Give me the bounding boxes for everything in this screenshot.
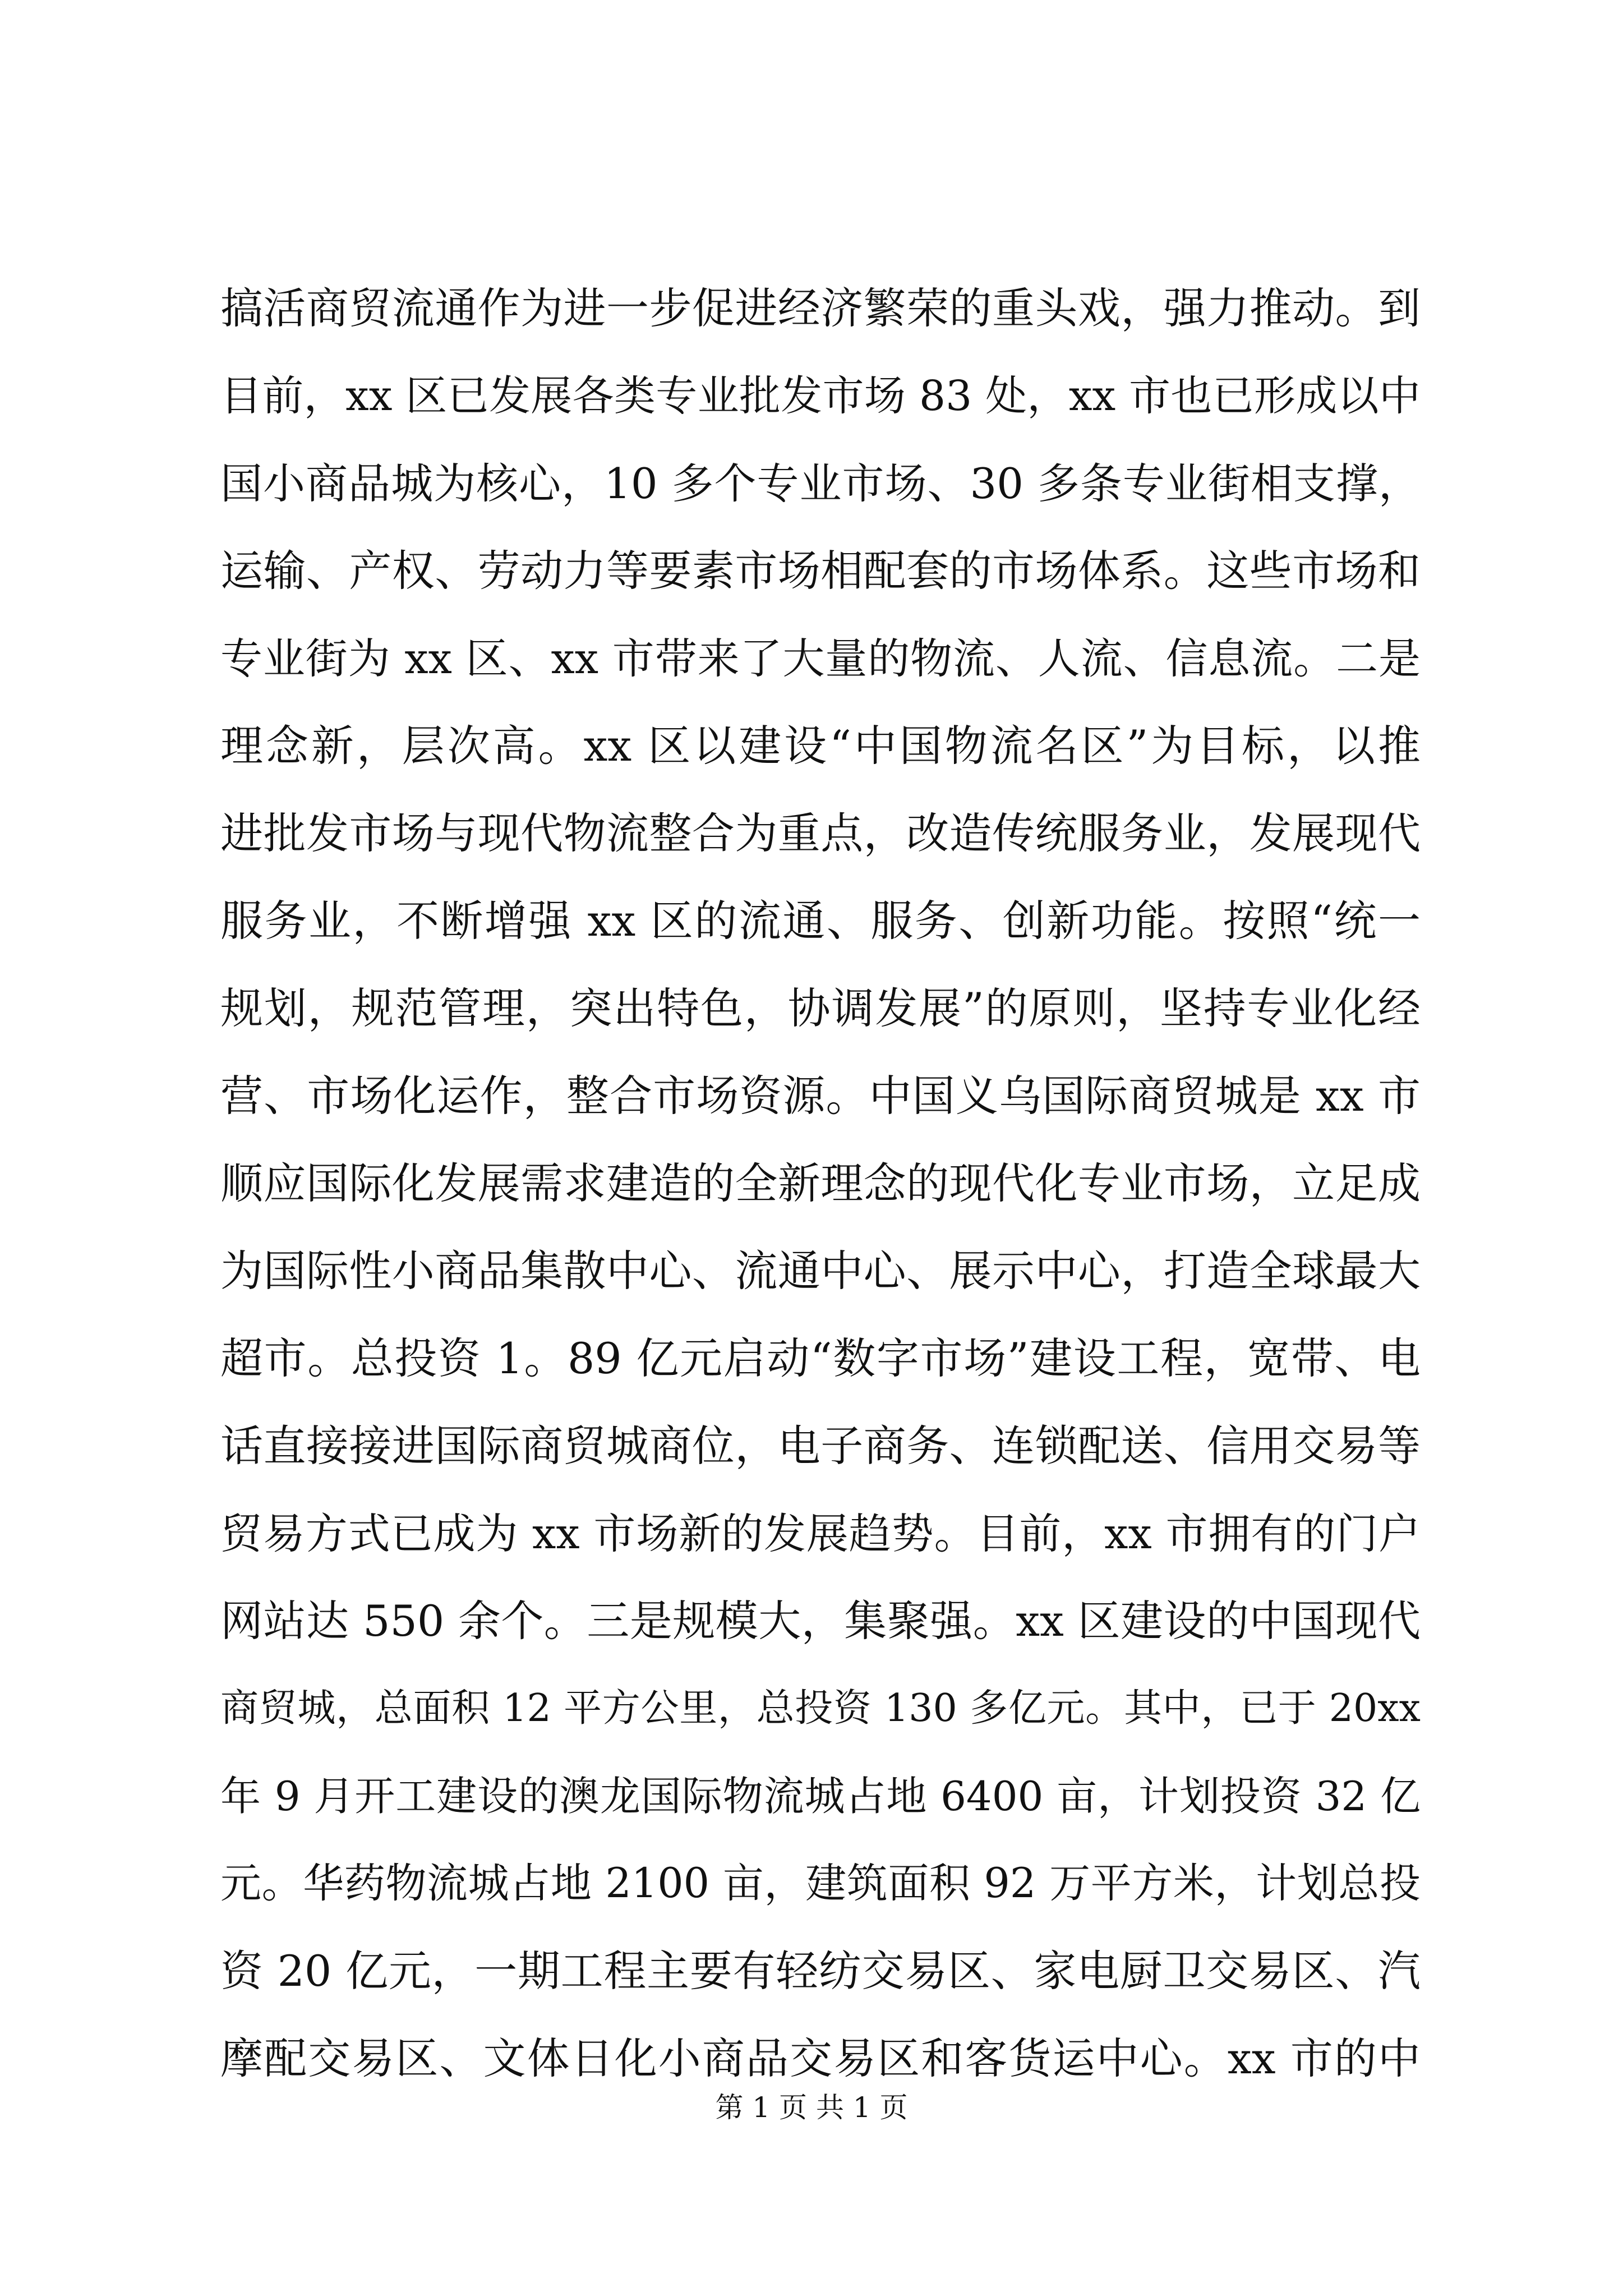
text-line: 目前，xx 区已发展各类专业批发市场 83 处，xx 市也已形成以中 <box>220 372 1421 420</box>
text-line: 贸易方式已成为 xx 市场新的发展趋势。目前，xx 市拥有的门户 <box>220 1509 1421 1558</box>
text-line: 话直接接进国际商贸城商位，电子商务、连锁配送、信用交易等 <box>220 1421 1421 1471</box>
text-line: 营、市场化运作，整合市场资源。中国义乌国际商贸城是 xx 市 <box>220 1071 1421 1121</box>
text-line: 国小商品城为核心，10 多个专业市场、30 多条专业街相支撑， <box>220 459 1421 508</box>
text-line: 运输、产权、劳动力等要素市场相配套的市场体系。这些市场和 <box>220 546 1421 596</box>
text-line: 资 20 亿元，一期工程主要有轻纺交易区、家电厨卫交易区、汽 <box>220 1946 1421 1996</box>
text-line: 规划，规范管理，突出特色，协调发展”的原则，坚持专业化经 <box>220 983 1421 1033</box>
text-line: 商贸城，总面积 12 平方公里，总投资 130 多亿元。其中，已于 20xx <box>220 1686 1421 1731</box>
text-line: 进批发市场与现代物流整合为重点，改造传统服务业，发展现代 <box>220 808 1421 858</box>
page-number-label: 第 1 页 共 1 页 <box>715 2091 908 2124</box>
text-line: 理念新，层次高。xx 区以建设“中国物流名区”为目标，以推 <box>220 721 1421 771</box>
text-line: 元。华药物流城占地 2100 亩，建筑面积 92 万平方米，计划总投 <box>220 1860 1421 1907</box>
text-line: 超市。总投资 1。89 亿元启动“数字市场”建设工程，宽带、电 <box>220 1333 1421 1383</box>
text-line: 搞活商贸流通作为进一步促进经济繁荣的重头戏，强力推动。到 <box>220 283 1421 333</box>
page-footer <box>0 2088 1623 2127</box>
text-line: 专业街为 xx 区、xx 市带来了大量的物流、人流、信息流。二是 <box>220 634 1421 683</box>
text-line: 网站达 550 余个。三是规模大，集聚强。xx 区建设的中国现代 <box>220 1596 1421 1646</box>
text-line: 摩配交易区、文体日化小商品交易区和客货运中心。xx 市的中 <box>220 2033 1421 2083</box>
text-line: 服务业，不断增强 xx 区的流通、服务、创新功能。按照“统一 <box>220 896 1421 946</box>
body-text <box>220 265 1421 2102</box>
text-line: 为国际性小商品集散中心、流通中心、展示中心，打造全球最大 <box>220 1246 1421 1296</box>
text-line: 顺应国际化发展需求建造的全新理念的现代化专业市场，立足成 <box>220 1158 1421 1208</box>
text-line: 年 9 月开工建设的澳龙国际物流城占地 6400 亩，计划投资 32 亿 <box>220 1773 1421 1820</box>
